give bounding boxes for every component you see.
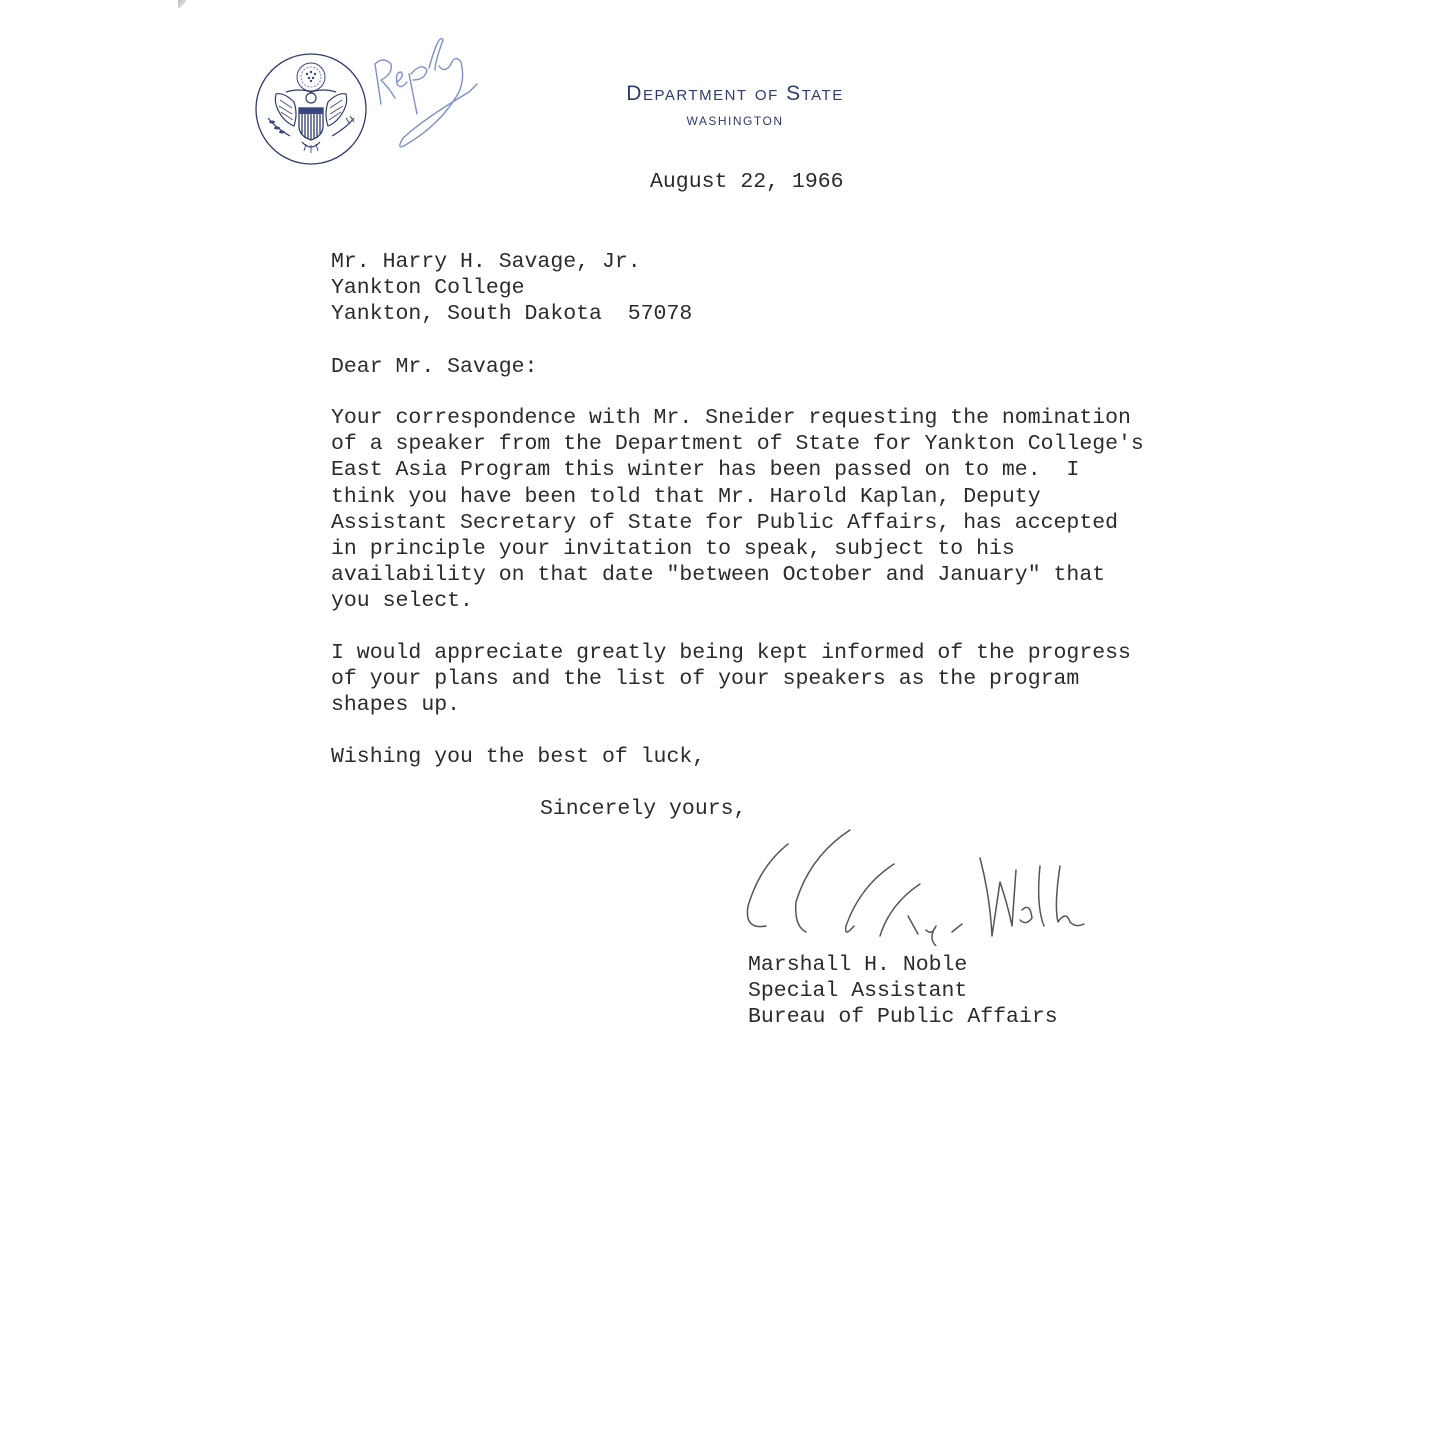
salutation: Dear Mr. Savage: [331,355,538,379]
signature-block [748,952,1058,1031]
paragraph-line: in principle your invitation to speak, subject to his [331,537,1015,562]
signer-title: Special Assistant [748,979,968,1004]
paragraph-line: East Asia Program this winter has been passed on to me. I [331,458,1080,483]
body-paragraph-1 [331,405,1144,615]
signer-bureau: Bureau of Public Affairs [748,1005,1058,1030]
letter-date: August 22, 1966 [650,170,844,194]
handwritten-signature-icon [740,826,1100,946]
complimentary-close: Sincerely yours, [540,797,747,821]
recipient-name: Mr. Harry H. Savage, Jr. [331,250,641,274]
paragraph-line: availability on that date "between October and January" that [331,563,1106,588]
recipient-address [331,249,692,328]
handwritten-reply-note [365,22,495,157]
page-corner-mark [178,0,186,8]
paragraph-line: think you have been told that Mr. Harold Kaplan, Deputy [331,484,1041,509]
paragraph-line: shapes up. [331,693,461,718]
great-seal-icon [254,52,368,166]
paragraph-line: Assistant Secretary of State for Public Affairs, has accepted [331,510,1119,535]
signer-name: Marshall H. Noble [748,953,968,977]
closing-wish: Wishing you the best of luck, [331,745,706,769]
body-paragraph-2 [331,640,1131,719]
department-name: Department of State [626,82,844,105]
paragraph-line: I would appreciate greatly being kept informed of the progress [331,641,1131,665]
letterhead [560,82,910,128]
paragraph-line: of your plans and the list of your speakers as the program [331,667,1080,692]
paragraph-line: you select. [331,589,473,614]
paragraph-line: of a speaker from the Department of State for Yankton College's [331,432,1144,457]
recipient-institution: Yankton College [331,276,525,301]
letterhead-city: WASHINGTON [686,114,784,128]
paragraph-line: Your correspondence with Mr. Sneider requesting the nomination [331,406,1131,430]
recipient-city: Yankton, South Dakota 57078 [331,302,693,327]
